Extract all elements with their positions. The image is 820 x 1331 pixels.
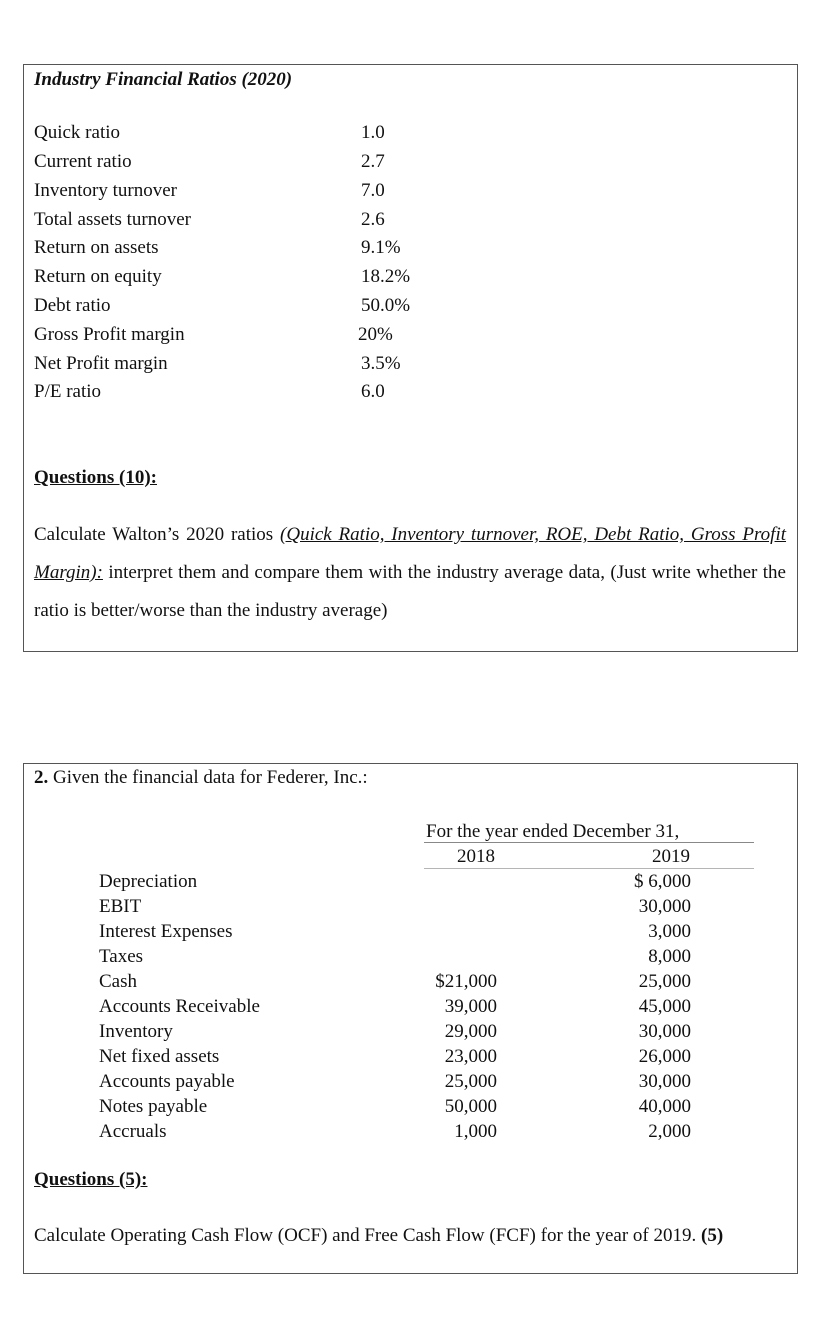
- ratio-label: Debt ratio: [34, 295, 111, 316]
- ratio-row: [34, 237, 434, 263]
- ratio-label: Gross Profit margin: [34, 324, 185, 345]
- row-label: Interest Expenses: [99, 921, 233, 942]
- question-points: (5): [701, 1225, 724, 1246]
- value-2018: 1,000: [454, 1121, 497, 1142]
- row-label: Notes payable: [99, 1096, 208, 1117]
- value-2019: $ 6,000: [634, 871, 691, 892]
- row-label: Taxes: [99, 946, 144, 967]
- value-2019: 8,000: [648, 946, 691, 967]
- row-label: Accruals: [99, 1121, 167, 1142]
- row-label: Accounts Receivable: [99, 996, 260, 1017]
- ratio-row: [34, 209, 434, 235]
- industry-ratios-box: [23, 64, 798, 652]
- header-divider: [424, 842, 754, 843]
- value-2019: 26,000: [638, 1046, 691, 1067]
- ratio-value: 7.0: [361, 180, 385, 201]
- ratio-row: [34, 180, 434, 206]
- ratio-value: 18.2%: [361, 266, 411, 287]
- federer-data-box: [23, 763, 798, 1274]
- data-row: [99, 971, 699, 996]
- ratio-label: Return on assets: [34, 237, 159, 258]
- ratio-label: Quick ratio: [34, 122, 121, 143]
- ratio-row: [34, 353, 434, 379]
- questions-heading: Questions (10):: [34, 467, 157, 488]
- ratio-value: 3.5%: [361, 353, 401, 374]
- data-row: [99, 946, 699, 971]
- value-2019: 30,000: [638, 1021, 691, 1042]
- value-2019: 25,000: [638, 971, 691, 992]
- value-2019: 30,000: [638, 896, 691, 917]
- ratio-row: [34, 266, 434, 292]
- data-row: [99, 896, 699, 921]
- header-divider: [424, 868, 754, 869]
- row-label: Net fixed assets: [99, 1046, 220, 1067]
- data-row: [99, 921, 699, 946]
- value-2019: 45,000: [638, 996, 691, 1017]
- question-paragraph: [34, 516, 786, 630]
- question-ratios-list: (Quick Ratio, Inventory turnover, ROE, Debt Ratio, Gross Profit Margin):: [34, 524, 787, 583]
- ratio-value: 1.0: [361, 122, 385, 143]
- question-text: Calculate Walton’s 2020 ratios: [34, 524, 281, 545]
- column-header-2019: 2019: [652, 846, 690, 867]
- row-label: Depreciation: [99, 871, 198, 892]
- question-number: 2.: [34, 767, 49, 788]
- data-row: [99, 1096, 699, 1121]
- question-paragraph: [34, 1224, 786, 1247]
- ratio-row: [34, 122, 434, 148]
- ratio-value: 6.0: [361, 381, 385, 402]
- value-2018: 25,000: [444, 1071, 497, 1092]
- row-label: EBIT: [99, 896, 142, 917]
- data-row: [99, 1046, 699, 1071]
- ratio-value: 50.0%: [361, 295, 411, 316]
- value-2019: 30,000: [638, 1071, 691, 1092]
- data-row: [99, 1121, 699, 1146]
- ratio-label: Current ratio: [34, 151, 132, 172]
- value-2018: $21,000: [435, 971, 497, 992]
- data-row: [99, 1021, 699, 1046]
- federer-title: [34, 767, 368, 789]
- value-2019: 3,000: [648, 921, 691, 942]
- data-row: [99, 1071, 699, 1096]
- ratio-row: [34, 324, 434, 350]
- value-2018: 29,000: [444, 1021, 497, 1042]
- value-2018: 23,000: [444, 1046, 497, 1067]
- ratio-value: 2.7: [361, 151, 385, 172]
- ratio-label: Total assets turnover: [34, 209, 191, 230]
- ratio-label: Return on equity: [34, 266, 162, 287]
- question-text: interpret them and compare them with the industry average data, (Just write whether the ratio is better/worse than the industry average): [34, 562, 786, 621]
- ratio-label: P/E ratio: [34, 381, 102, 402]
- row-label: Inventory: [99, 1021, 173, 1042]
- column-header-2018: 2018: [457, 846, 495, 867]
- ratio-label: Net Profit margin: [34, 353, 168, 374]
- row-label: Cash: [99, 971, 137, 992]
- ratio-row: [34, 295, 434, 321]
- value-2018: 50,000: [444, 1096, 497, 1117]
- question-text: Calculate Operating Cash Flow (OCF) and Free Cash Flow (FCF) for the year of 2019.: [34, 1225, 702, 1246]
- ratio-value: 2.6: [361, 209, 385, 230]
- row-label: Accounts payable: [99, 1071, 235, 1092]
- value-2019: 40,000: [638, 1096, 691, 1117]
- ratio-value: 9.1%: [361, 237, 401, 258]
- ratio-value: 20%: [358, 324, 393, 345]
- industry-ratios-title: Industry Financial Ratios (2020): [34, 69, 293, 90]
- data-row: [99, 871, 699, 896]
- ratio-label: Inventory turnover: [34, 180, 177, 201]
- ratio-row: [34, 381, 434, 407]
- data-row: [99, 996, 699, 1021]
- value-2019: 2,000: [648, 1121, 691, 1142]
- federer-title-text: Given the financial data for Federer, Inc.:: [48, 767, 368, 788]
- value-2018: 39,000: [444, 996, 497, 1017]
- year-header: For the year ended December 31,: [426, 821, 680, 842]
- questions-heading: Questions (5):: [34, 1169, 148, 1190]
- ratio-row: [34, 151, 434, 177]
